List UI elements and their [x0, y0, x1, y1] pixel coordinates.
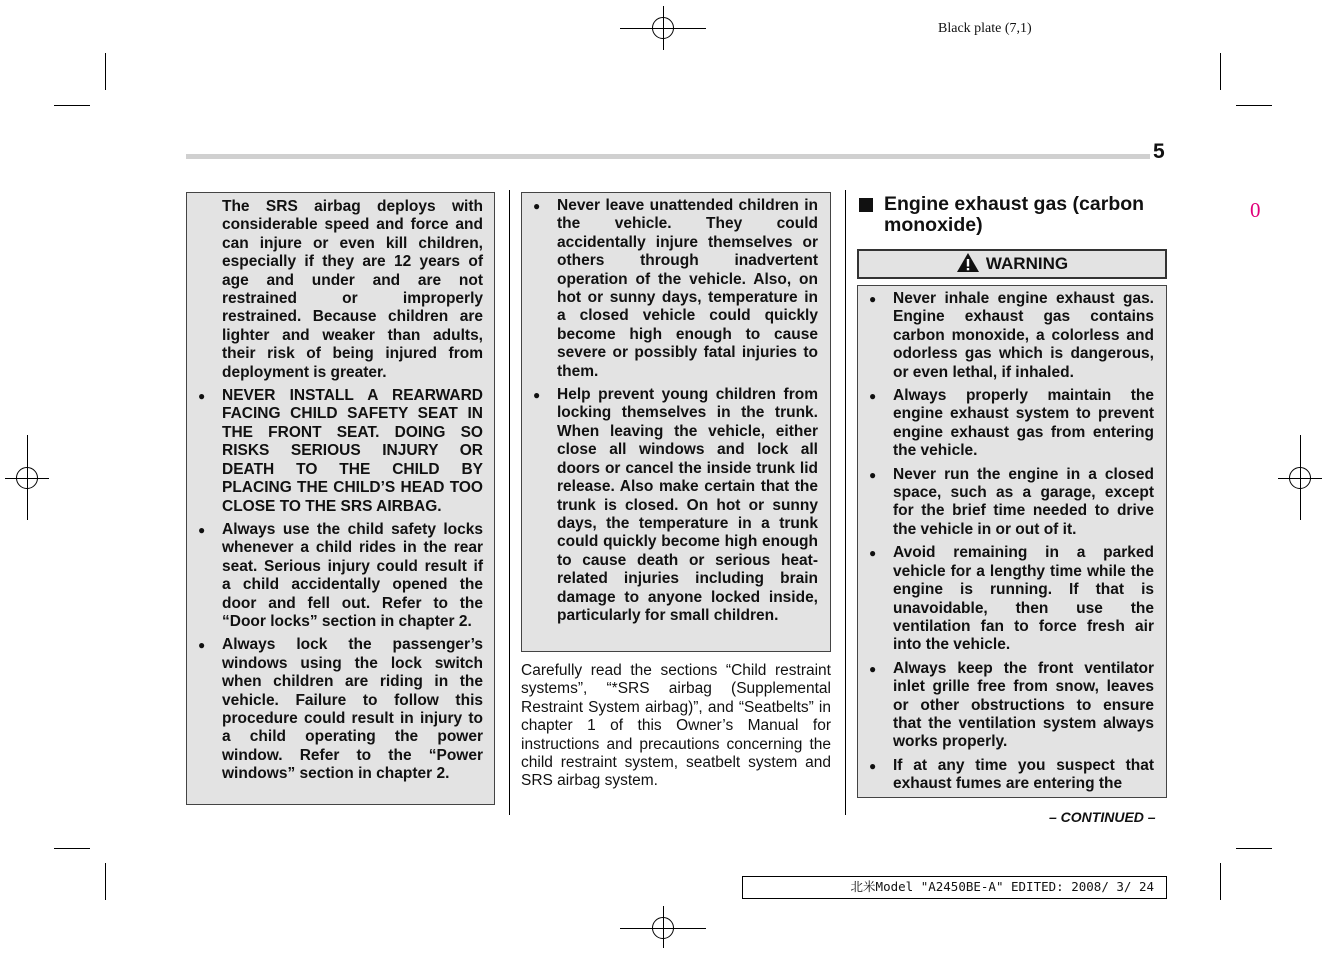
- page-marker: 0: [1250, 198, 1261, 222]
- list-item: ● Never inhale engine exhaust gas. Engine exhaust gas contains carbon monoxide, a colorless and odorless gas which is dangerous, or even lethal, if inhaled.: [869, 290, 1154, 381]
- airbag-intro-text: The SRS airbag deploys with considerable speed and force and can injure or even kill children, especially if they are 12 years of age and under and are not restrained or improperly restrained. Because children are lighter and weaker than adults, their risk of being injured from deployment is greater.: [222, 198, 483, 381]
- list-item: ● Always lock the passenger’s windows using the lock switch when children are riding in the vehicle. Failure to follow this procedure could result in injury to a child operating the power window. Refer to the “Power windows” section in chapter 2.: [198, 636, 483, 783]
- bullet-icon: ●: [198, 389, 206, 404]
- bullet-icon: ●: [869, 661, 877, 676]
- column-separator: [509, 190, 510, 815]
- list-item: ● Avoid remaining in a parked vehicle for a lengthy time while the engine is running. If that is unavoidable, then use the ventilation fan to force fresh air into the vehicle.: [869, 544, 1154, 654]
- warning-triangle-icon: [956, 252, 980, 273]
- plate-label: Black plate (7,1): [938, 21, 1032, 36]
- exhaust-warning-box: [857, 285, 1167, 798]
- column-separator: [845, 190, 846, 815]
- bullet-icon: ●: [869, 389, 877, 404]
- warning-label: WARNING: [985, 254, 1069, 273]
- list-item: ● Help prevent young children from locking themselves in the trunk. When leaving the vehicle, either close all windows and lock all doors or cancel the inside trunk lid release. Also make certain that the trunk is closed. On hot or sunny days, the temperature in a trunk could quickly become high enough to cause death or serious heat-related injuries including brain damage to anyone locked inside, particularly for small children.: [533, 386, 818, 624]
- bullet-icon: ●: [869, 546, 877, 561]
- body-paragraph: Carefully read the sections “Child restraint systems”, “*SRS airbag (Supplemental Restraint System airbag)”, and “Seatbelts” in chapter 1 of this Owner’s Manual for instructions and precautions concerning the child restraint system, seatbelt system and SRS airbag system.: [521, 662, 831, 790]
- list-item: ● Always use the child safety locks whenever a child rides in the rear seat. Serious injury could result if a child accidentally opened the door and fell out. Refer to the “Door locks” section in chapter 2.: [198, 520, 483, 630]
- list-item: ● NEVER INSTALL A REARWARD FACING CHILD SAFETY SEAT IN THE FRONT SEAT. DOING SO RISKS SERIOUS INJURY OR DEATH TO THE CHILD BY PLACING THE CHILD’S HEAD TOO CLOSE TO THE SRS AIRBAG.: [198, 387, 483, 515]
- list-item: ● Never run the engine in a closed space, such as a garage, except for the brief time needed to drive the vehicle in or out of it.: [869, 465, 1154, 538]
- child-safety-warning-box: [186, 192, 495, 805]
- unattended-children-warning-box: [521, 192, 831, 652]
- list-item: ● Always properly maintain the engine exhaust system to prevent engine exhaust gas from entering the vehicle.: [869, 387, 1154, 460]
- bullet-icon: ●: [533, 199, 541, 213]
- section-title: Engine exhaust gas (carbon monoxide): [859, 194, 1169, 236]
- list-item: ● Never leave unattended children in the vehicle. They could accidentally injure themselves or others through inadvertent operation of the vehicle. Also, on hot or sunny days, temperature in a closed vehicle could quickly become high enough to cause severe or possibly fatal injuries to them.: [533, 197, 818, 380]
- bullet-icon: ●: [869, 292, 877, 306]
- warning-header: [857, 249, 1167, 279]
- bullet-icon: ●: [198, 522, 206, 537]
- list-item: ● Always keep the front ventilator inlet grille free from snow, leaves or other obstructions to ensure that the ventilation system always works properly.: [869, 659, 1154, 751]
- square-bullet-icon: [859, 198, 873, 212]
- chapter-number: 5: [1153, 140, 1165, 163]
- footer-model-info: 北米Model "A2450BE-A" EDITED: 2008/ 3/ 24: [742, 876, 1167, 899]
- continued-label: – CONTINUED –: [1049, 809, 1156, 825]
- bullet-icon: ●: [198, 638, 206, 653]
- header-rule: [186, 154, 1150, 159]
- list-item: ● If at any time you suspect that exhaust fumes are entering the: [869, 756, 1154, 793]
- bullet-icon: ●: [533, 388, 541, 403]
- bullet-icon: ●: [869, 467, 877, 482]
- bullet-icon: ●: [869, 758, 877, 773]
